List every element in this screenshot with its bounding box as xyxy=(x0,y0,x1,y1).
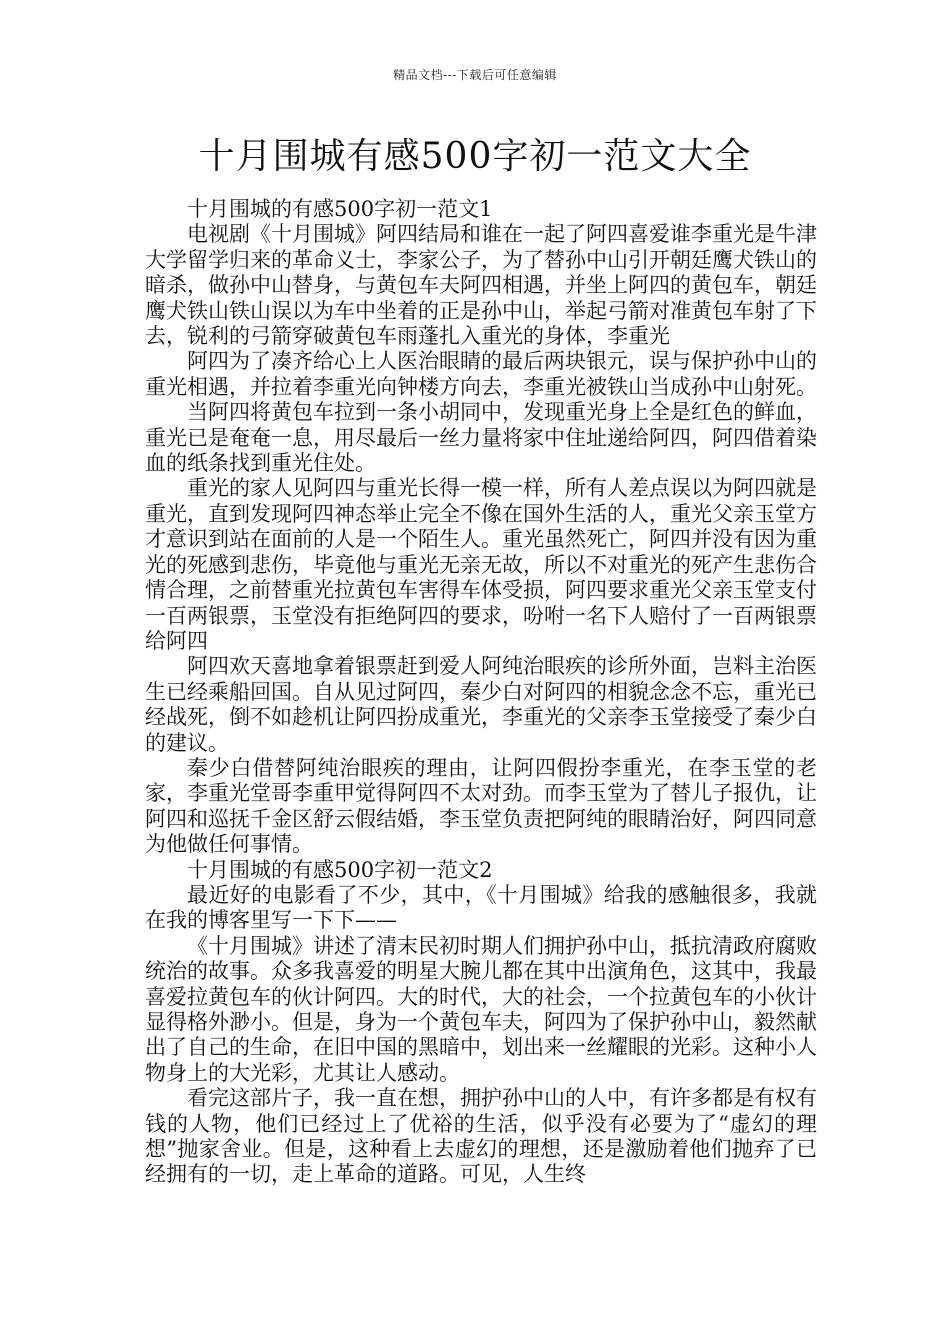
document-body xyxy=(145,197,817,1188)
paragraph: 阿四欢天喜地拿着银票赶到爱人阿纯治眼疾的诊所外面，岂料主治医生已经乘船回国。自从见过阿四，秦少白对阿四的相貌念念不忘，重光已经战死，倒不如趁机让阿四扮成重光，李重光的父亲李玉堂接受了秦少白的建议。 xyxy=(145,654,817,755)
document-title: 十月围城有感500字初一范文大全 xyxy=(198,136,752,177)
paragraph: 看完这部片子，我一直在想，拥护孙中山的人中，有许多都是有权有钱的人物，他们已经过上了优裕的生活，似乎没有必要为了“虚幻的理想”抛家舍业。但是，这种看上去虚幻的理想，还是激励着他们抛弃了已经拥有的一切，走上革命的道路。可见，人生终 xyxy=(145,1086,817,1187)
paragraph: 秦少白借替阿纯治眼疾的理由，让阿四假扮李重光，在李玉堂的老家，李重光堂哥李重甲觉得阿四不太对劲。而李玉堂为了替儿子报仇，让阿四和巡抚千金区舒云假结婚，李玉堂负责把阿纯的眼睛治好，阿四同意为他做任何事情。 xyxy=(145,755,817,857)
paragraph: 阿四为了凑齐给心上人医治眼睛的最后两块银元，误与保护孙中山的重光相遇，并拉着李重光向钟楼方向去，李重光被铁山当成孙中山射死。 xyxy=(145,349,817,399)
section-heading-1: 十月围城的有感500字初一范文1 xyxy=(187,197,493,221)
paragraph: 重光的家人见阿四与重光长得一模一样，所有人差点误以为阿四就是重光，直到发现阿四神态举止完全不像在国外生活的人，重光父亲玉堂方才意识到站在面前的人是一个陌生人。重光虽然死亡，阿四并没有因为重光的死感到悲伤，毕竟他与重光无亲无故，所以不对重光的死产生悲伤合情合理，之前替重光拉黄包车害得车体受损，阿四要求重光父亲玉堂支付一百两银票，玉堂没有拒绝阿四的要求，吩咐一名下人赔付了一百两银票给阿四 xyxy=(145,476,817,653)
header-note: 精品文档---下载后可任意编辑 xyxy=(393,68,557,82)
paragraph: 《十月围城》讲述了清末民初时期人们拥护孙中山，抵抗清政府腐败统治的故事。众多我喜爱的明星大腕儿都在其中出演角色，这其中，我最喜爱拉黄包车的伙计阿四。大的时代，大的社会，一个拉黄包车的小伙计显得格外渺小。但是，身为一个黄包车夫，阿四为了保护孙中山，毅然献出了自己的生命，在旧中国的黑暗中，划出来一丝耀眼的光彩。这种小人物身上的大光彩，尤其让人感动。 xyxy=(145,933,817,1085)
paragraph: 当阿四将黄包车拉到一条小胡同中，发现重光身上全是红色的鲜血，重光已是奄奄一息，用尽最后一丝力量将家中住址递给阿四，阿四借着染血的纸条找到重光住处。 xyxy=(145,400,817,476)
paragraph: 最近好的电影看了不少，其中，《十月围城》给我的感触很多，我就在我的博客里写一下下—— xyxy=(145,882,817,933)
section-heading-2: 十月围城的有感500字初一范文2 xyxy=(187,857,493,882)
paragraph: 电视剧《十月围城》阿四结局和谁在一起了阿四喜爱谁李重光是牛津大学留学归来的革命义士，李家公子，为了替孙中山引开朝廷鹰犬铁山的暗杀，做孙中山替身，与黄包车夫阿四相遇，并坐上阿四的黄包车，朝廷鹰犬铁山铁山误以为车中坐着的正是孙中山，举起弓箭对准黄包车射了下去，锐利的弓箭穿破黄包车雨蓬扎入重光的身体，李重光 xyxy=(145,222,817,349)
